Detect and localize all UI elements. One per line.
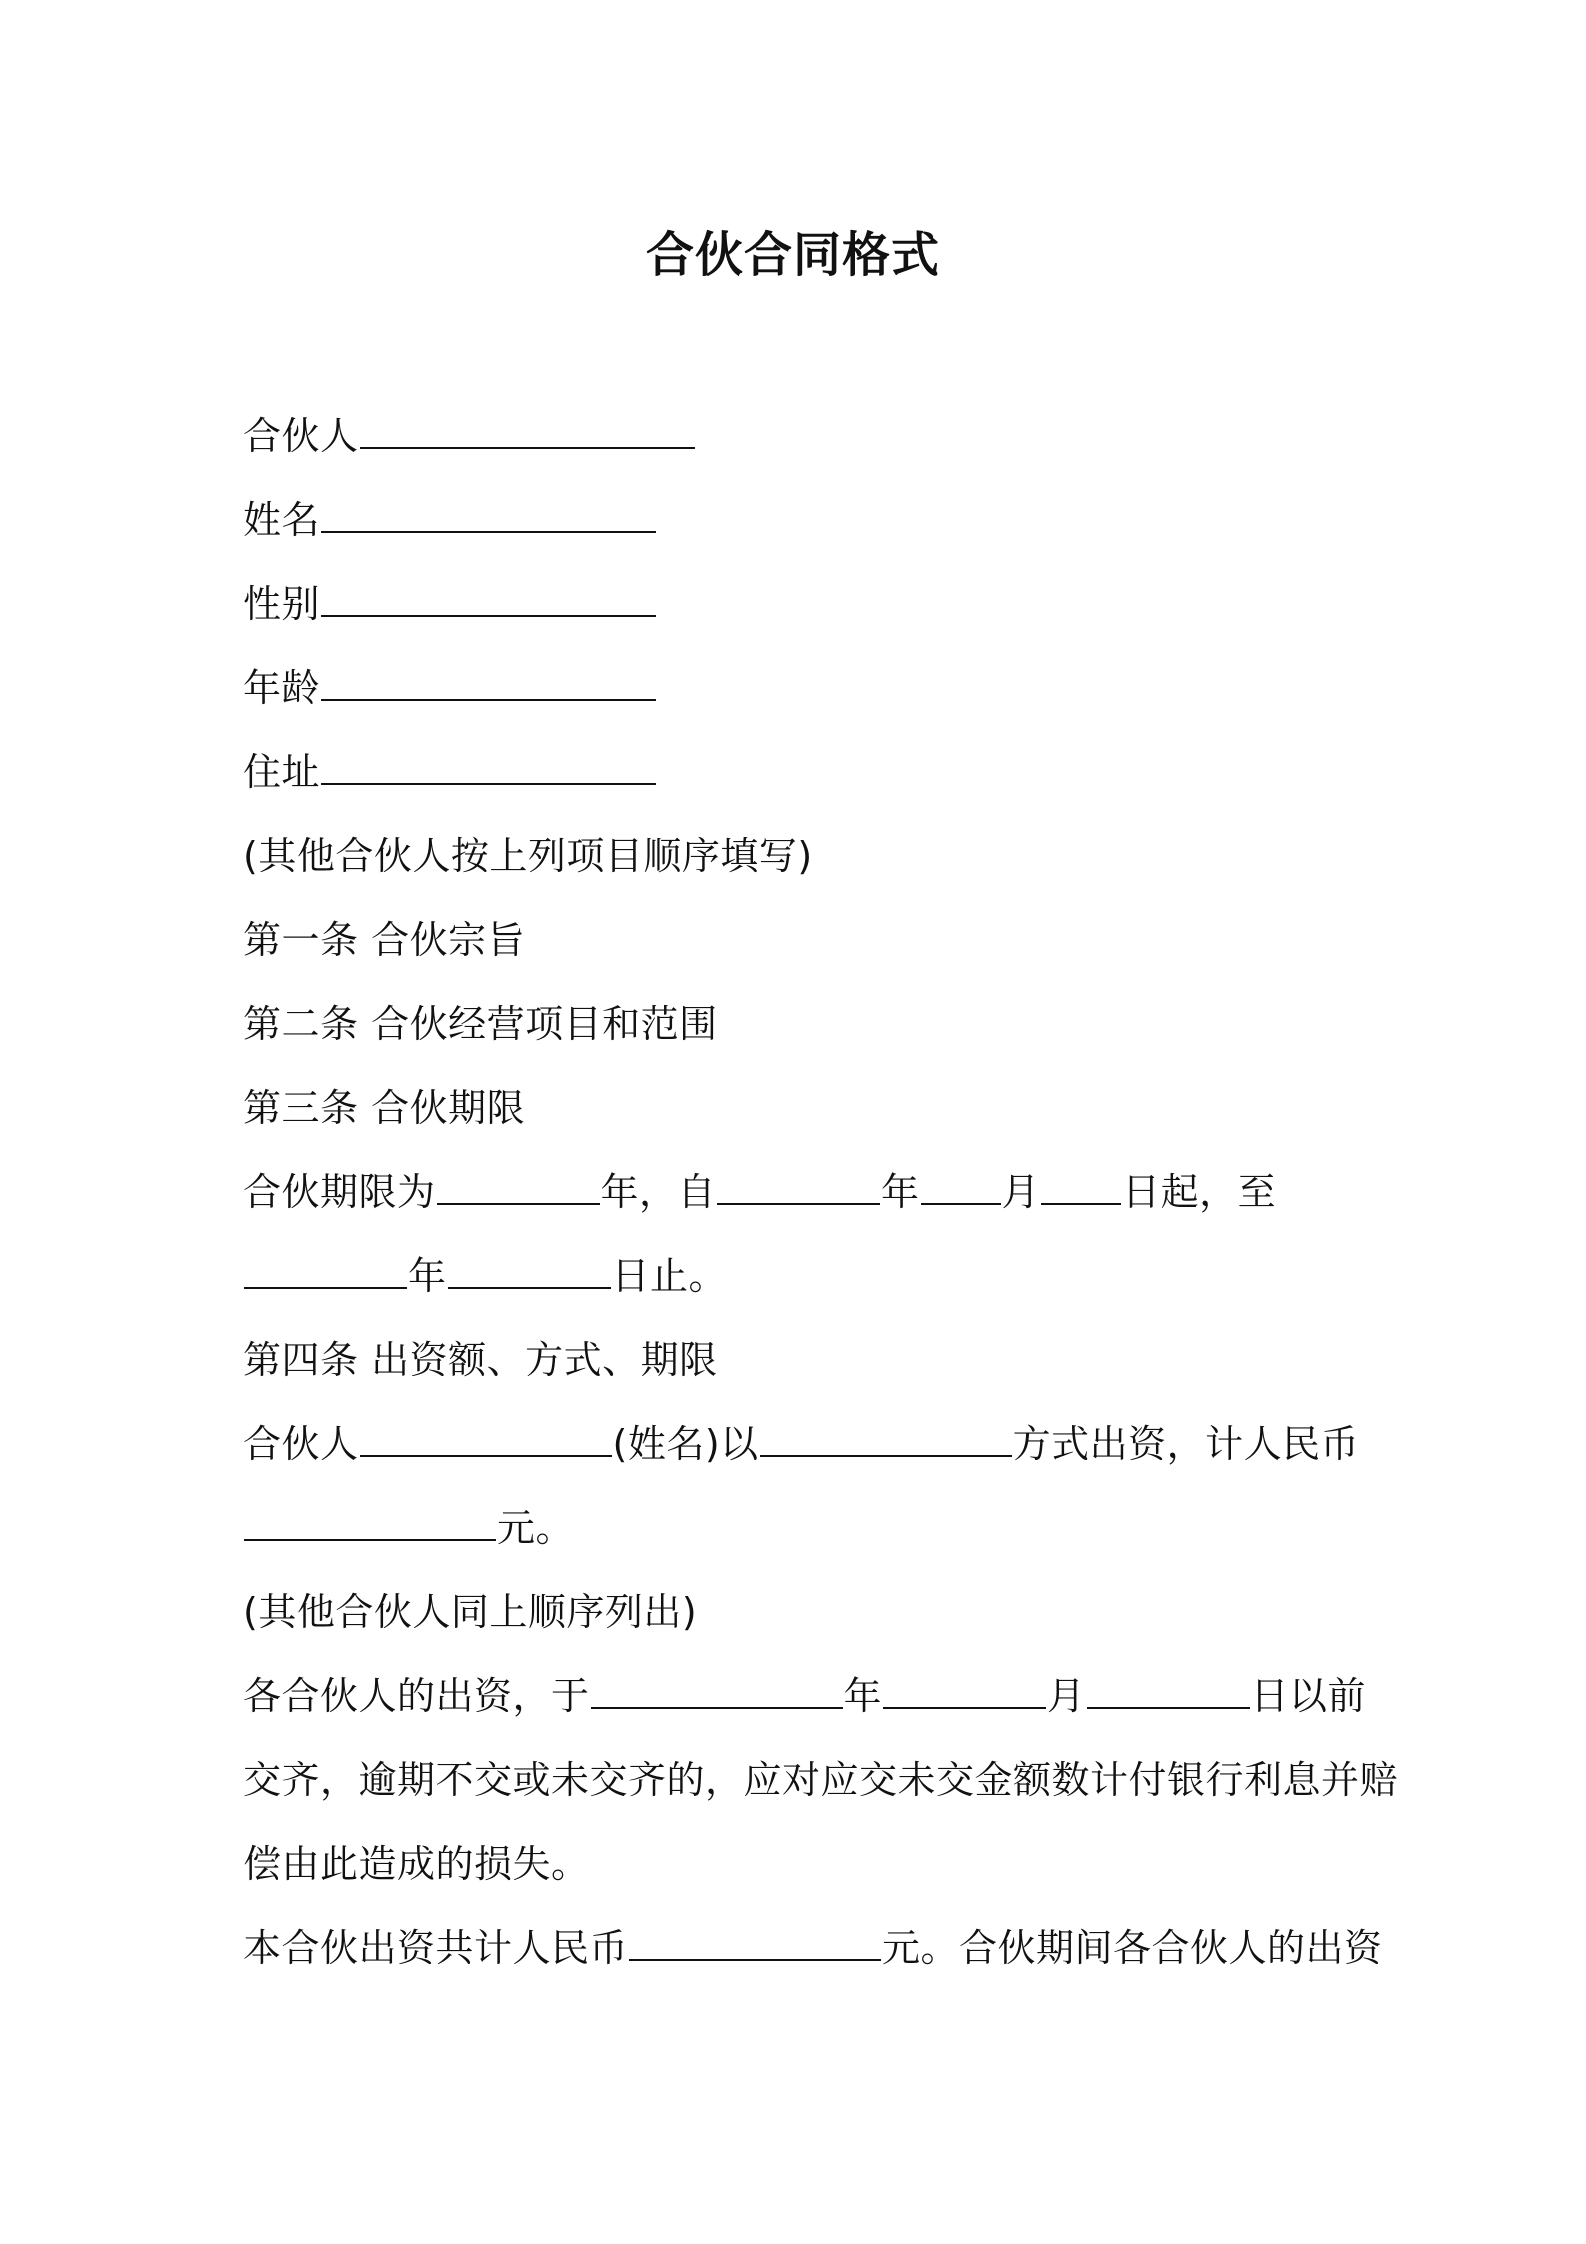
text: 日以前 <box>1250 1674 1367 1718</box>
total-line <box>243 1924 1383 1972</box>
text: 日起，至 <box>1122 1170 1277 1214</box>
deadline-line-2: 交齐，逾期不交或未交齐的，应对应交未交金额数计付银行利息并赔 <box>243 1758 1399 1802</box>
deadline-line-1 <box>243 1672 1366 1720</box>
field-name <box>243 496 657 544</box>
text: 合伙期限为 <box>243 1170 436 1214</box>
article-4-heading: 第四条 出资额、方式、期限 <box>243 1338 718 1382</box>
blank-field[interactable] <box>360 413 695 449</box>
other-partners-note-2: (其他合伙人同上顺序列出) <box>243 1590 698 1634</box>
text: 合伙人 <box>243 1422 359 1466</box>
term-line-1 <box>243 1168 1276 1216</box>
blank-field[interactable] <box>321 665 656 701</box>
deadline-line-3: 偿由此造成的损失。 <box>243 1842 590 1886</box>
blank-field[interactable] <box>321 749 656 785</box>
text: 年 <box>881 1170 920 1214</box>
text: 本合伙出资共计人民币 <box>243 1926 629 1970</box>
text: 各合伙人的出资，于 <box>243 1674 590 1718</box>
article-2-heading: 第二条 合伙经营项目和范围 <box>243 1002 718 1046</box>
text: 年 <box>843 1674 883 1718</box>
text: 日止。 <box>611 1254 728 1298</box>
term-line-2 <box>243 1252 727 1300</box>
blank-field[interactable] <box>321 581 656 617</box>
text: 年 <box>408 1254 447 1298</box>
article-1-heading: 第一条 合伙宗旨 <box>243 918 526 962</box>
blank-field[interactable] <box>591 1673 843 1709</box>
other-partners-note: (其他合伙人按上列项目顺序填写) <box>243 834 813 878</box>
article-3-heading: 第三条 合伙期限 <box>243 1086 526 1130</box>
blank-field[interactable] <box>244 1505 496 1541</box>
field-label: 性别 <box>243 582 321 626</box>
blank-field[interactable] <box>760 1421 1012 1457</box>
blank-field[interactable] <box>437 1169 600 1205</box>
contribution-line-2 <box>243 1504 574 1552</box>
field-label: 合伙人 <box>243 414 359 458</box>
text: 方式出资，计人民币 <box>1012 1422 1360 1466</box>
contribution-line-1 <box>243 1420 1359 1468</box>
field-gender <box>243 580 657 628</box>
field-label: 姓名 <box>243 498 321 542</box>
field-partner <box>243 412 696 460</box>
blank-field[interactable] <box>921 1169 1001 1205</box>
blank-field[interactable] <box>1087 1673 1250 1709</box>
text: 年，自 <box>600 1170 717 1214</box>
blank-field[interactable] <box>629 1925 881 1961</box>
text: (姓名)以 <box>612 1422 759 1466</box>
text: 元。合伙期间各合伙人的出资 <box>882 1926 1383 1970</box>
blank-field[interactable] <box>1041 1169 1121 1205</box>
text: 月 <box>1001 1170 1041 1214</box>
field-address <box>243 748 657 796</box>
blank-field[interactable] <box>360 1421 612 1457</box>
blank-field[interactable] <box>717 1169 880 1205</box>
field-label: 住址 <box>243 750 321 794</box>
blank-field[interactable] <box>244 1253 407 1289</box>
blank-field[interactable] <box>883 1673 1046 1709</box>
text: 元。 <box>497 1506 575 1550</box>
blank-field[interactable] <box>321 497 656 533</box>
field-label: 年龄 <box>243 666 321 710</box>
blank-field[interactable] <box>448 1253 611 1289</box>
field-age <box>243 664 657 712</box>
page-title: 合伙合同格式 <box>645 227 940 283</box>
text: 月 <box>1047 1674 1086 1718</box>
